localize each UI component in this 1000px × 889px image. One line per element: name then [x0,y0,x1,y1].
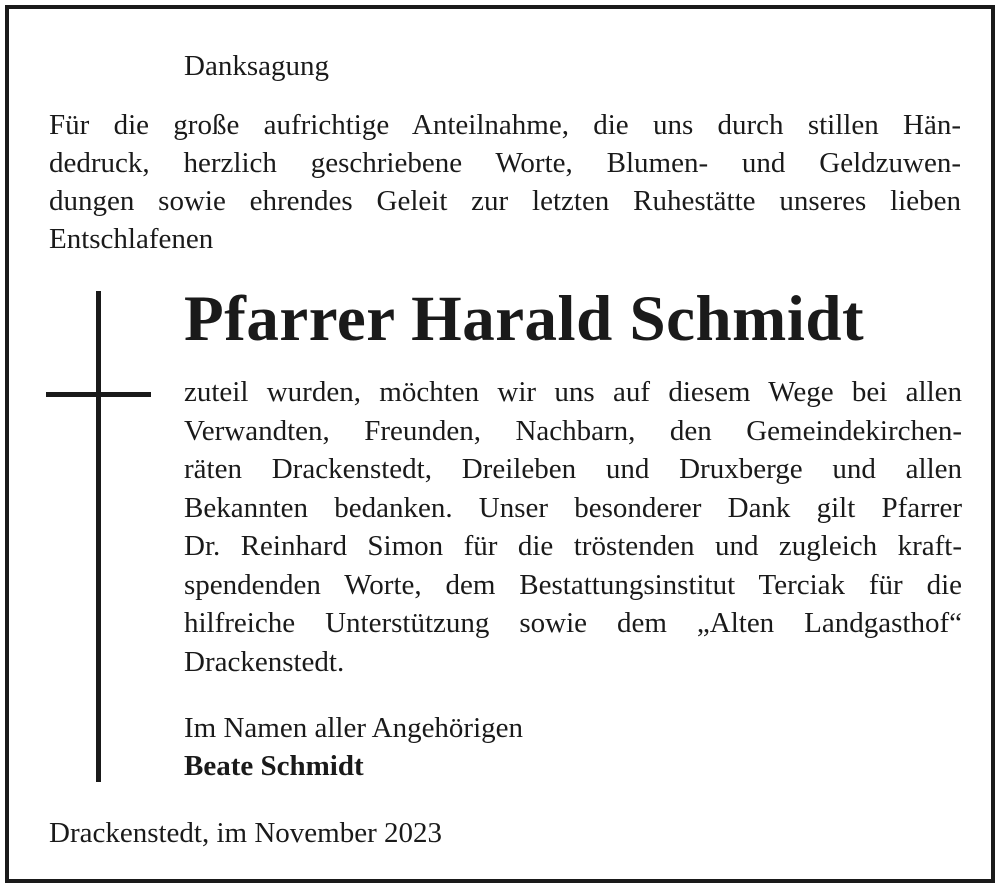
thanks-line: Dr. Reinhard Simon für die tröstenden und zugleich kraft- [184,530,962,562]
thanks-line: räten Drackenstedt, Dreileben und Druxberge und allen [184,453,962,485]
signer-name: Beate Schmidt [184,750,364,782]
notice-heading: Danksagung [184,50,329,82]
deceased-name: Pfarrer Harald Schmidt [184,283,865,355]
thanks-line: Bekannten bedanken. Unser besonderer Dank gilt Pfarrer [184,491,962,524]
closing-line: Im Namen aller Angehörigen [184,712,524,744]
obituary-notice [5,5,995,883]
intro-line: Für die große aufrichtige Anteilnahme, die uns durch stillen Hän- [49,109,961,141]
intro-line: dedruck, herzlich geschriebene Worte, Blumen- und Geldzuwen- [49,147,961,179]
thanks-line: Drackenstedt. [184,645,345,678]
intro-paragraph [49,106,961,258]
thanks-line: Verwandten, Freunden, Nachbarn, den Gemeindekirchen- [184,414,962,447]
thanks-line: zuteil wurden, möchten wir uns auf diesem Wege bei allen [184,376,962,408]
thanks-paragraph [184,373,962,681]
place-date: Drackenstedt, im November 2023 [49,817,443,849]
intro-line: Entschlafenen [49,223,214,255]
thanks-line: spendenden Worte, dem Bestattungsinstitut Terciak für die [184,568,962,601]
cross-icon-vertical-bar [96,291,101,782]
cross-icon-horizontal-bar [46,392,151,397]
intro-line: dungen sowie ehrendes Geleit zur letzten Ruhestätte unseres lieben [49,185,961,217]
thanks-line: hilfreiche Unterstützung sowie dem „Alten Landgasthof“ [184,607,962,639]
closing-block [184,709,523,785]
